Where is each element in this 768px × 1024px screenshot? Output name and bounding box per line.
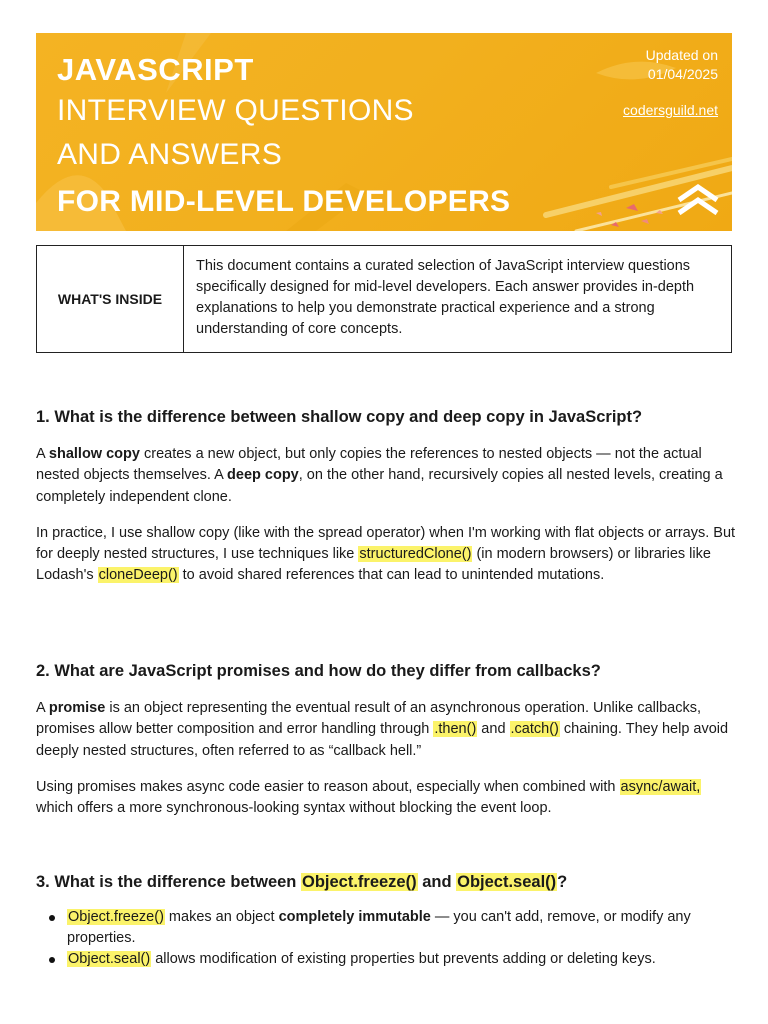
question-1-paragraph-2: In practice, I use shallow copy (like with the spread operator) when I'm working with flat objects or arrays. But for deeply nested structures, I use techniques like structuredClone() (in modern browsers) or libraries like Lodash's cloneDeep() to avoid shared references that can lead to unintended mutations.: [36, 524, 736, 584]
question-2-heading: 2. What are JavaScript promises and how do they differ from callbacks?: [36, 662, 601, 680]
updated-date: 01/04/2025: [647, 66, 718, 82]
chevrons-up-icon: [676, 184, 720, 216]
bullet-icon: [49, 915, 55, 921]
question-2: [36, 659, 736, 819]
banner-title: [57, 51, 510, 227]
code-highlight: Object.seal(): [457, 873, 557, 891]
question-2-paragraph-2: Using promises makes async code easier to reason about, especially when combined with async/await, which offers a more synchronous-looking syntax without blocking the event loop.: [36, 778, 701, 817]
question-1-heading: 1. What is the difference between shallow copy and deep copy in JavaScript?: [36, 408, 643, 426]
code-highlight: .then(): [434, 721, 477, 738]
bullet-icon: [49, 957, 55, 963]
site-link[interactable]: codersguild.net: [623, 102, 718, 118]
whats-inside-label: WHAT'S INSIDE: [37, 246, 184, 352]
question-1: [36, 405, 736, 587]
question-3-heading: 3. What is the difference between Object.freeze() and Object.seal()?: [36, 873, 568, 891]
title-line-1: JAVASCRIPT: [57, 52, 254, 87]
code-highlight: Object.freeze(): [68, 909, 164, 925]
code-highlight: .catch(): [510, 721, 559, 738]
title-line-2: INTERVIEW QUESTIONS: [57, 94, 414, 127]
code-highlight: structuredClone(): [359, 546, 472, 563]
header-banner: [36, 33, 732, 231]
code-highlight: cloneDeep(): [98, 567, 178, 584]
list-item: Object.freeze() makes an object completely immutable — you can't add, remove, or modify any properties.: [36, 907, 736, 949]
code-highlight: async/await,: [620, 778, 701, 795]
banner-meta: [623, 46, 718, 120]
question-2-paragraph-1: A promise is an object representing the eventual result of an asynchronous operation. Unlike callbacks, promises allow better composition and error handling through .then() and .catch() chaining. They help avoid deeply nested structures, often referred to as “callback hell.”: [36, 700, 729, 759]
title-line-3: AND ANSWERS: [57, 138, 283, 171]
list-item: Object.seal() allows modification of existing properties but prevents adding or deleting keys.: [36, 949, 736, 970]
whats-inside-table: [36, 245, 732, 353]
question-3: [36, 870, 736, 970]
whats-inside-text: This document contains a curated selection of JavaScript interview questions specifically designed for mid-level developers. Each answer provides in-depth explanations to help you demonstrate practical experience and a strong understanding of core concepts.: [196, 258, 695, 337]
question-3-list: [36, 907, 736, 970]
title-line-4: FOR MID-LEVEL DEVELOPERS: [57, 185, 511, 218]
updated-label: Updated on: [645, 47, 718, 63]
question-1-paragraph-1: A shallow copy creates a new object, but only copies the references to nested objects — not the actual nested objects themselves. A deep copy, on the other hand, recursively copies all nested levels, creating a completely independent clone.: [36, 446, 723, 505]
code-highlight: Object.seal(): [68, 951, 151, 967]
code-highlight: Object.freeze(): [301, 873, 417, 891]
